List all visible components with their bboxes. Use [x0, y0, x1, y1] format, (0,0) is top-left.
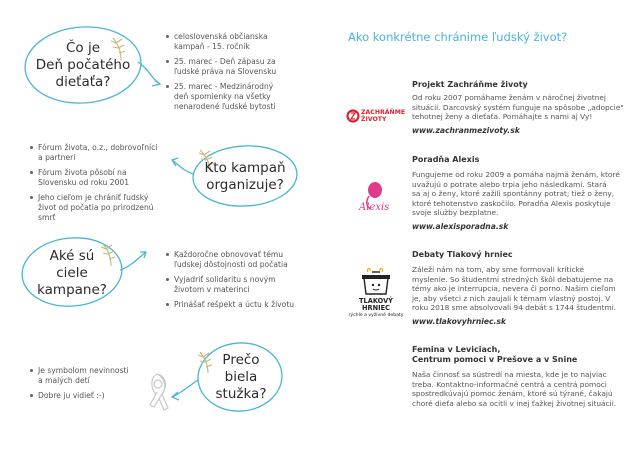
- list-item-line: celoslovenská občianska: [174, 32, 268, 41]
- section-heading: Ako konkrétne chránime ľudský život?: [348, 30, 568, 44]
- project-body-line: choré dieťa alebo sa ocitli v inej ťažkej životnej situácii.: [412, 398, 617, 408]
- list-item: [166, 82, 306, 112]
- list-item-line: Jeho cieľom je chrániť ľudský: [38, 193, 149, 202]
- list-item-line: Fórum života, o.z., dobrovoľníci: [38, 143, 158, 152]
- list-item-line: kampaň - 15. ročník: [174, 42, 250, 51]
- bubble-q4-line: Prečo: [222, 352, 260, 368]
- bubble-q4-line: biela: [224, 369, 258, 385]
- list-item-line: Každoročne obnovovať tému: [174, 250, 284, 259]
- list-item-line: ľudskej dôstojnosti od počatia: [174, 260, 288, 269]
- list-item-line: 25. marec - Medzinárodný: [174, 82, 274, 91]
- project-body-line: ktoré tehotenstvo zaskočilo. Poradňa Alexis poskytuje: [412, 198, 611, 208]
- list-item: [166, 275, 311, 295]
- project-body-line: myslenie. So študentmi stredných škôl debatujeme na: [412, 274, 614, 284]
- list-item-line: ľudské práva na Slovensku: [174, 67, 277, 76]
- bubble-q3-line: kampane?: [37, 282, 107, 298]
- list-item: [166, 300, 311, 310]
- logo-text-line: TLAKOVÝ HRNIEC: [359, 297, 393, 312]
- project-title-line: Femina v Leviciach,: [412, 345, 501, 354]
- list-q1: [166, 32, 306, 117]
- project-link[interactable]: www.alexisporadna.sk: [412, 222, 509, 231]
- list-item: [30, 391, 150, 401]
- bubble-q2: [196, 160, 294, 194]
- list-q2: [30, 143, 170, 228]
- list-item-line: nenarodené ľudské bytosti: [174, 102, 276, 111]
- list-item: [30, 168, 170, 188]
- list-item-line: Fórum života pôsobí na: [38, 168, 127, 177]
- bubble-q1-line: dieťaťa?: [55, 74, 111, 90]
- bubble-q3-line: Aké sú: [49, 248, 95, 264]
- list-item-line: životom v materinci: [174, 285, 250, 294]
- list-item: [166, 250, 311, 270]
- project-body-line: Fungujeme od roku 2009 a pomáha najmä ženám, ktoré: [412, 170, 620, 179]
- list-item-line: Je symbolom nevinnosti: [38, 366, 129, 375]
- logo-text-line: rýchle a vyživné debaty: [348, 313, 404, 318]
- project-body: [412, 170, 620, 218]
- pot-icon: [346, 268, 406, 298]
- project-title-line: Poradňa Alexis: [412, 155, 480, 164]
- list-item-line: a malých detí: [38, 376, 90, 385]
- zachranme-zivoty-logo-text: [361, 109, 405, 123]
- bubble-q3-line: ciele: [56, 265, 88, 281]
- list-item-line: 25. marec - Deň zápasu za: [174, 57, 276, 66]
- project-link[interactable]: www.tlakovyhrniec.sk: [412, 317, 506, 326]
- project-body-line: situácii. Darcovský systém funguje na spôsobe „adopcie": [412, 102, 624, 112]
- list-item-line: Slovensku od roku 2001: [38, 178, 130, 187]
- bubble-q4: [204, 352, 278, 403]
- list-item-line: život od počatia po prirodzenú: [38, 203, 154, 212]
- project-title-line: Projekt Zachráňme životy: [412, 80, 528, 89]
- bubble-q4-line: stužka?: [215, 386, 267, 402]
- bubble-q1-line: Čo je: [65, 40, 101, 56]
- project-link[interactable]: www.zachranmezivoty.sk: [412, 126, 520, 135]
- project-body-line: Od roku 2007 pomáhame ženám v náročnej životnej: [412, 93, 606, 102]
- project-body-line: je, aby všetci z nich zaujali k témam vlastný postoj. V: [412, 293, 611, 303]
- project-title: [412, 155, 479, 165]
- list-item: [30, 366, 150, 386]
- project-title: [412, 250, 513, 260]
- project-title-line: Centrum pomoci v Prešove a v Snine: [412, 355, 578, 364]
- list-q3: [166, 250, 311, 315]
- list-q4: [30, 366, 150, 406]
- list-item-line: smrť: [38, 213, 56, 222]
- bubble-q2-line: Kto kampaň: [204, 160, 286, 176]
- project-body: [412, 265, 616, 313]
- bubble-q1-line: Deň počatého: [35, 57, 131, 73]
- logo-text-line: ZACHRÁŇME: [361, 109, 406, 116]
- project-body: [412, 93, 624, 122]
- list-item: [30, 143, 170, 163]
- list-item-line: Prinášať rešpekt a úctu k životu: [174, 300, 295, 309]
- list-item-line: Vyjadriť solidaritu s novým: [174, 275, 276, 284]
- tlakovy-hrniec-logo-text: [346, 298, 406, 319]
- project-body-line: roku 2018 sme absolvovali 94 debát s 1744 študentmi.: [412, 303, 617, 313]
- project-body-line: sa aj o ženy, ktoré zažili spontánny potrat; tiež o ženy,: [412, 189, 615, 199]
- project-body-line: spostredkúvajú pomoc ženám, ktoré sú týrané, čakajú: [412, 389, 613, 399]
- bubble-q2-line: organizuje?: [206, 177, 284, 193]
- project-body-line: uvažujú o potrate alebo trpia jeho následkami. Stará: [412, 179, 607, 189]
- list-item-line: deň spomienky na všetky: [174, 92, 271, 101]
- bubble-q1: [30, 40, 136, 91]
- project-body-line: Naša činnosť sa sústredí na miesta, kde je to najviac: [412, 370, 607, 379]
- list-item: [30, 193, 170, 223]
- project-body: [412, 370, 616, 408]
- list-item-line: Dobre ju vidieť :-): [38, 391, 105, 400]
- logo-text-line: ŽIVOTY: [361, 116, 387, 123]
- list-item-line: a partneri: [38, 153, 76, 162]
- white-ribbon-icon: [150, 374, 168, 410]
- alexis-logo-text: Alexis: [359, 202, 390, 213]
- alexis-logo: [355, 176, 395, 216]
- project-body-line: treba. Kontaktno-informačné centrá a centrá pomoci: [412, 379, 607, 389]
- tlakovy-hrniec-logo: [346, 268, 406, 318]
- zachranme-zivoty-logo: [346, 106, 406, 126]
- project-title: [412, 345, 577, 365]
- project-body-line: tehotnej ženy a dieťaťa. Pomáhajte s nami aj Vy!: [412, 112, 593, 122]
- project-title: [412, 80, 528, 90]
- project-title-line: Debaty Tlakový hrniec: [412, 250, 513, 259]
- project-body-line: témy ako je interrupcia, nevera či porno. Našim cieľom: [412, 284, 616, 294]
- project-body-line: svoje služby bezplatne.: [412, 208, 499, 218]
- list-item: [166, 57, 306, 77]
- bubble-q3: [26, 248, 118, 299]
- list-item: [166, 32, 306, 52]
- project-body-line: Záleží nám na tom, aby sme formovali kritické: [412, 265, 585, 274]
